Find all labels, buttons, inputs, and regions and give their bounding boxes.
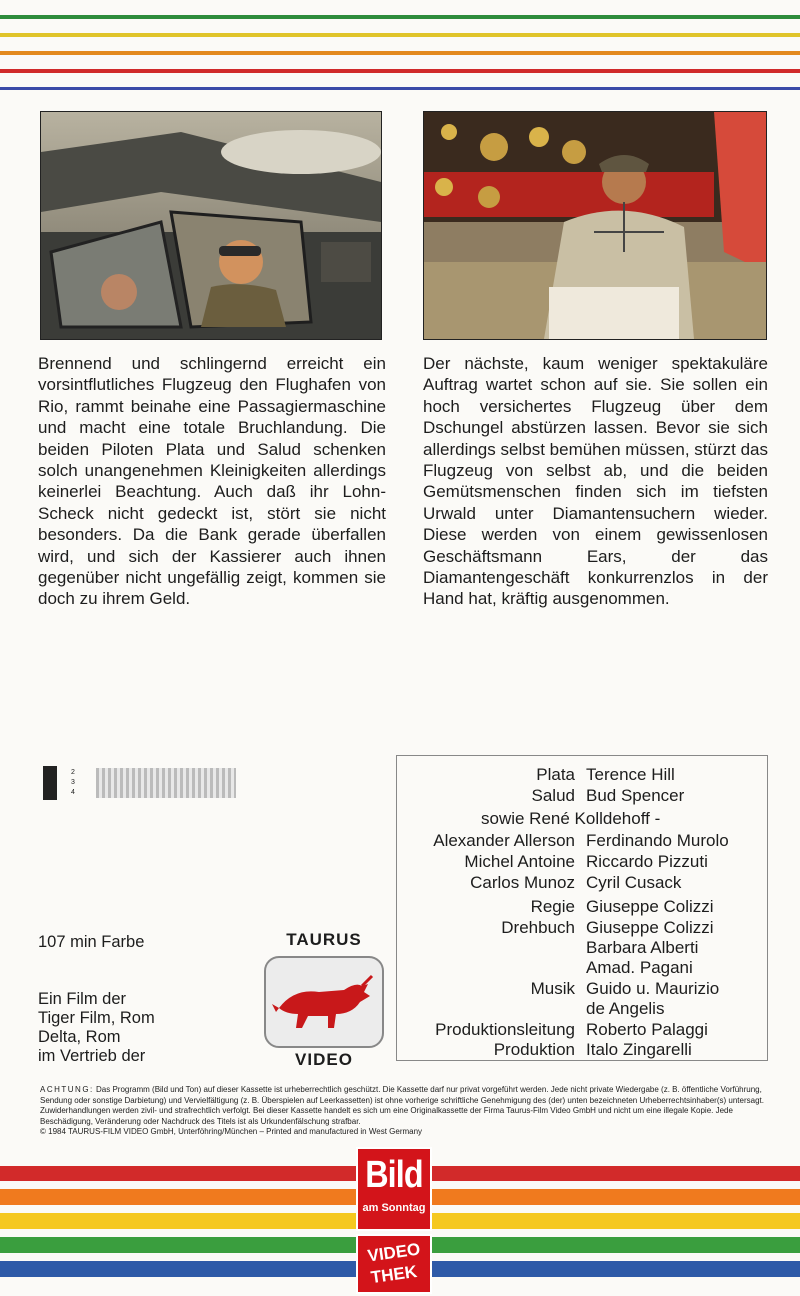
bild-title: Bild (365, 1154, 423, 1196)
legal-copyright: © 1984 TAURUS-FILM VIDEO GmbH, Unterföhring/München – Printed and manufactured in West Germany (40, 1127, 423, 1137)
credit-musik-value: Guido u. Maurizio (586, 979, 720, 998)
barcode-digit: 3 (71, 779, 75, 786)
top-stripe-yellow (0, 33, 800, 37)
credit-regie-label: Regie (530, 897, 575, 916)
credit-drehbuch-label: Drehbuch (501, 918, 575, 937)
caption-left: Brennend und schlingernd erreicht ein vorsintflutliches Flugzeug den Flughafen von Rio, rammt beinahe eine Passagiermaschine und macht eine totale Bruchlandung. Die beiden Piloten Plata und Salud schenken solch unangenehmen Kleinigkeiten allerdings keinerlei Beachtung. Auch daß ihr Lohn-Scheck nicht gedeckt ist, stört sie nicht besonders. Da die Bank gerade überfallen wird, und sich der Kassierer auch ihnen gegenüber nicht ungefällig zeigt, kommen sie doch zu ihrem Geld. (38, 354, 386, 609)
bull-icon (264, 956, 384, 1048)
barcode-strip (96, 768, 236, 798)
producer-line: Ein Film der (38, 990, 127, 1008)
logo-bottom-text: VIDEO (295, 1050, 353, 1069)
caption-right: Der nächste, kaum weniger spektakuläre Auftrag wartet schon auf sie. Sie sollen ein hoch versichertes Flugzeug über dem Dschungel abstürzen lassen. Bevor sie sich allerdings selbst bemühen müssen, stürzt das Flugzeug von selbst ab, und die beiden Gemütsmenschen finden sich im tiefsten Urwald unter Diamantensuchern wieder. Diese werden von einem gewissenlosen Geschäftsmann Ears, der das Diamantengeschäft konkurrenzlos in der Hand hat, kräftig ausgenommen. (423, 354, 768, 609)
producer-line: Delta, Rom (38, 1028, 121, 1046)
credit-cast-right: Cyril Cusack (586, 873, 682, 892)
credit-musik-value: de Angelis (586, 999, 665, 1018)
scale-photo-image (424, 112, 766, 339)
credit-cast-left: Carlos Munoz (470, 873, 575, 892)
credit-sowie: sowie René Kolldehoff - (481, 809, 661, 828)
credit-musik-label: Musik (530, 979, 575, 998)
credit-cast-left: Michel Antoine (464, 852, 575, 871)
barcode-digit: 4 (71, 789, 75, 796)
top-stripe-red (0, 69, 800, 73)
legal-notice (40, 1085, 770, 1138)
bild-am-sonntag-logo (356, 1147, 432, 1231)
barcode-mark (43, 766, 57, 800)
credit-drehbuch-value: Amad. Pagani (586, 958, 693, 977)
barcode-digit: 2 (71, 769, 75, 776)
credit-prodleitung-value: Roberto Palaggi (586, 1020, 708, 1039)
credit-produktion-value: Italo Zingarelli (586, 1040, 692, 1059)
legal-text: Das Programm (Bild und Ton) auf dieser Kassette ist urheberrechtlich geschützt. Die Kassette darf nur privat vorgeführt werden. Jede nicht private Wiedergabe (z. B. öffentliche Vorführung, Sendung oder sonstige Darbietung) und Vervielfältigung (z. B. Überspielen auf Leerkassetten) ist ohne vorherige schriftliche Genehmigung des (der) unten bezeichneten Urheberrechtsinhaber(s) untersagt. Zuwiderhandlungen werden zivil- und strafrechtlich verfolgt. Bei dieser Kassette handelt es sich um eine Originalkassette der Firma Taurus-Film Video GmbH und nicht um eine illegale Kopie. Jede Beschädigung, Veränderung oder Nachdruck des Titels ist als Urkundenfälschung strafbar. (40, 1085, 764, 1126)
credit-regie-value: Giuseppe Colizzi (586, 897, 714, 916)
credits-box (396, 755, 768, 1061)
top-stripe-orange (0, 51, 800, 55)
scale-photo (423, 111, 767, 340)
credit-drehbuch-value: Giuseppe Colizzi (586, 918, 714, 937)
barcode (41, 766, 241, 800)
logo-top-text: TAURUS (286, 930, 362, 949)
cockpit-photo (40, 111, 382, 340)
credit-role-plata: Plata (536, 765, 575, 784)
videothek-logo (356, 1234, 432, 1294)
credit-prodleitung-label: Produktionsleitung (435, 1020, 575, 1039)
credit-actor-plata: Terence Hill (586, 765, 675, 784)
top-stripe-blue (0, 87, 800, 90)
producer-line: im Vertrieb der (38, 1047, 146, 1065)
producer-info (38, 990, 155, 1066)
credit-cast-left: Alexander Allerson (433, 831, 575, 850)
credit-role-salud: Salud (531, 786, 575, 805)
credit-drehbuch-value: Barbara Alberti (586, 938, 699, 957)
bild-subtitle: am Sonntag (362, 1202, 426, 1214)
legal-achtung: ACHTUNG: (40, 1085, 94, 1094)
credit-produktion-label: Produktion (493, 1040, 575, 1059)
credit-actor-salud: Bud Spencer (586, 786, 685, 805)
barcode-digits (71, 768, 83, 798)
credit-cast-right: Riccardo Pizzuti (586, 852, 708, 871)
runtime: 107 min Farbe (38, 933, 145, 951)
producer-line: Tiger Film, Rom (38, 1009, 155, 1027)
cockpit-photo-image (41, 112, 381, 339)
videothek-line1: VIDEO (366, 1239, 422, 1266)
top-stripe-green (0, 15, 800, 19)
taurus-video-logo (262, 930, 386, 1070)
credit-cast-right: Ferdinando Murolo (586, 831, 729, 850)
videothek-line2: THEK (369, 1261, 419, 1288)
